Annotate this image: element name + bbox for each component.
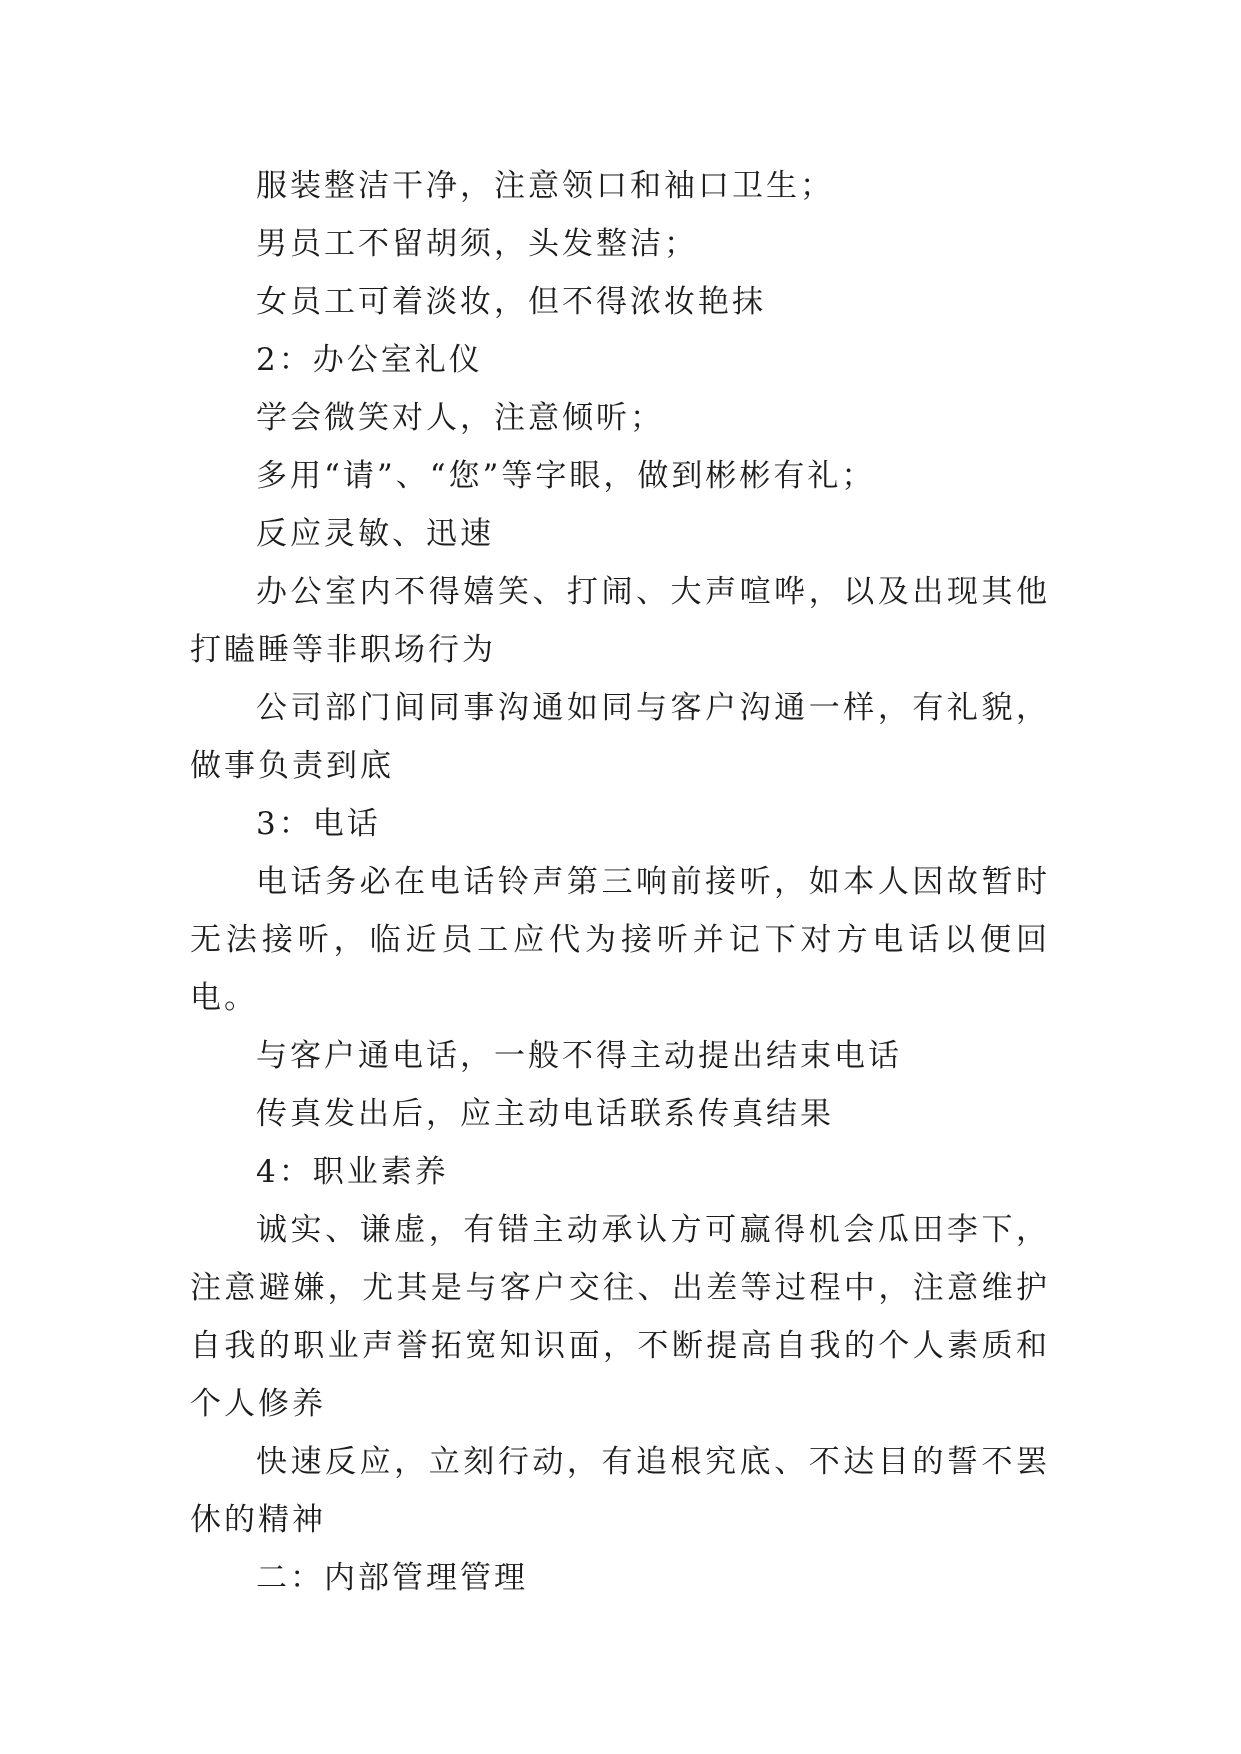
paragraph-honesty: 诚实、谦虚，有错主动承认方可赢得机会瓜田李下，注意避嫌，尤其是与客户交往、出差等过程中，注意维护自我的职业声誉拓宽知识面，不断提高自我的个人素质和个人修养 — [190, 1212, 1050, 1422]
paragraph-client-call: 与客户通电话，一般不得主动提出结束电话 — [256, 1038, 902, 1074]
paragraph-female-makeup: 女员工可着淡妆，但不得浓妆艳抹 — [256, 284, 766, 320]
paragraph-answer-phone: 电话务必在电话铃声第三响前接听，如本人因故暂时无法接听，临近员工应代为接听并记下对方电话以便回电。 — [190, 864, 1050, 1016]
paragraph-act-fast: 快速反应，立刻行动，有追根究底、不达目的誓不罢休的精神 — [190, 1444, 1050, 1538]
section-heading-internal-management: 二：内部管理管理 — [256, 1560, 528, 1596]
paragraph-polite-words: 多用“请”、“您”等字眼，做到彬彬有礼； — [256, 458, 876, 494]
paragraph-male-grooming: 男员工不留胡须，头发整洁； — [256, 226, 698, 262]
section-heading-phone: 3：电话 — [256, 806, 381, 842]
paragraph-quick-response: 反应灵敏、迅速 — [256, 516, 494, 552]
paragraph-colleague-communication: 公司部门间同事沟通如同与客户沟通一样，有礼貌，做事负责到底 — [190, 690, 1050, 784]
document-body — [190, 157, 1050, 1607]
section-heading-office-etiquette: 2：办公室礼仪 — [256, 342, 483, 378]
paragraph-office-behavior: 办公室内不得嬉笑、打闹、大声喧哗，以及出现其他打瞌睡等非职场行为 — [190, 574, 1050, 668]
paragraph-fax: 传真发出后，应主动电话联系传真结果 — [256, 1096, 834, 1132]
paragraph-smile-listen: 学会微笑对人，注意倾听； — [256, 400, 664, 436]
paragraph-dress-code: 服装整洁干净，注意领口和袖口卫生； — [256, 168, 834, 204]
section-heading-professionalism: 4：职业素养 — [256, 1154, 449, 1190]
